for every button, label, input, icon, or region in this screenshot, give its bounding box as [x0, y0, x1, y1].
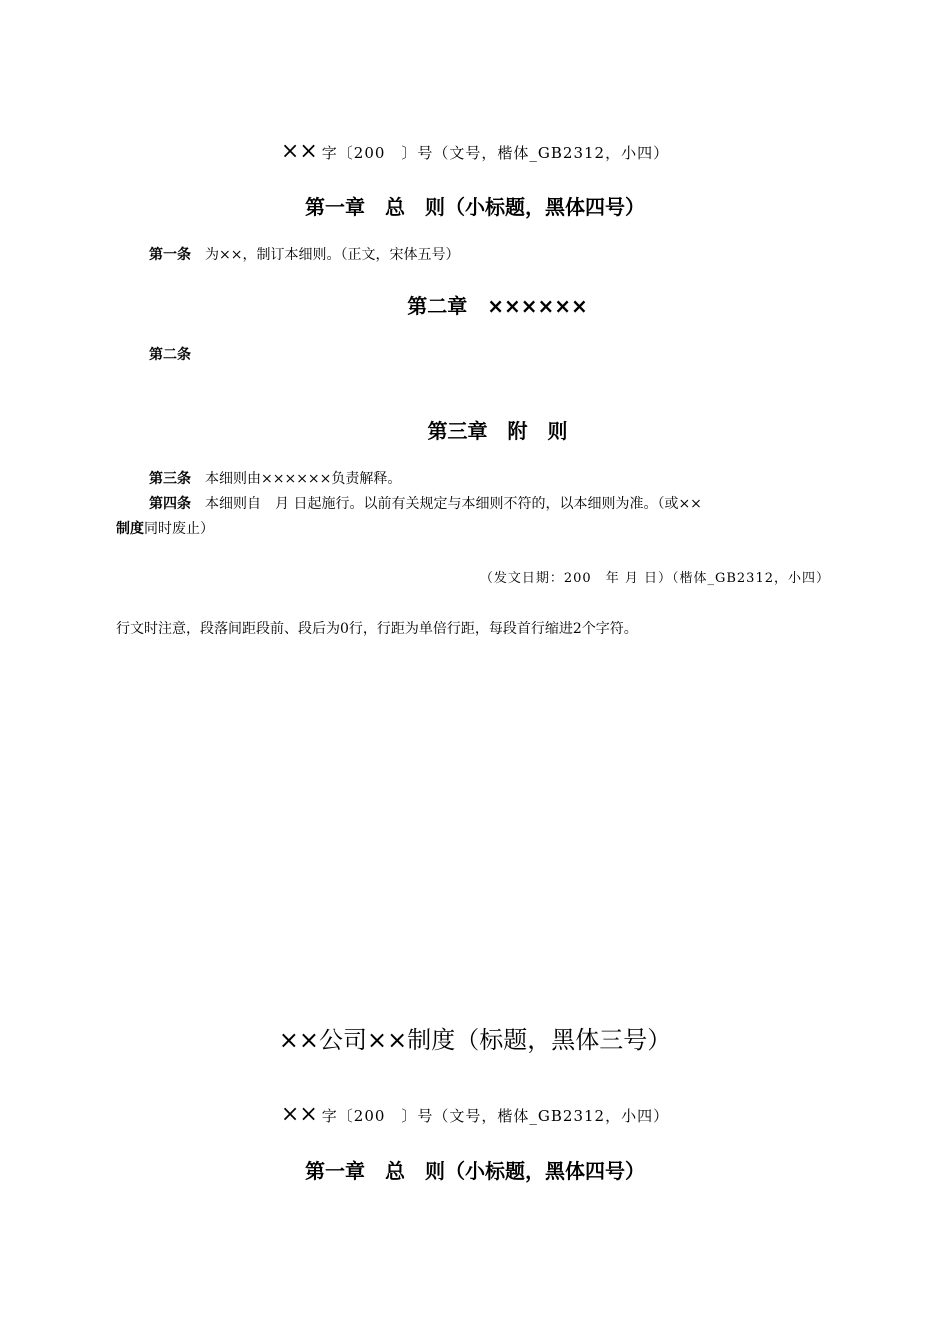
article-text: 为××，制订本细则。（正文，宋体五号） [205, 247, 460, 263]
doc-number-2 [0, 1104, 950, 1126]
doc-number-text: 字〔200 〕号（文号，楷体_GB2312，小四） [321, 144, 670, 162]
chapter-heading-2: 第二章 ×××××× [407, 294, 588, 318]
article-label: 第三条 [149, 471, 191, 487]
article-text: 同时废止） [144, 521, 214, 537]
article-2 [149, 348, 205, 362]
document-title: ××公司××制度（标题，黑体三号） [278, 1026, 672, 1054]
doc-number [0, 141, 950, 163]
chapter-heading-3: 第三章 附 则 [427, 419, 568, 443]
issue-date: （发文日期：200 年 月 日）（楷体_GB2312，小四） [479, 571, 830, 586]
article-label: 第二条 [149, 347, 191, 363]
doc-number-prefix: ×× [280, 139, 318, 164]
article-label: 第一条 [149, 247, 191, 263]
chapter-heading-1-page2: 第一章 总 则（小标题，黑体四号） [305, 1159, 645, 1183]
article-3 [149, 472, 401, 486]
doc-number-prefix: ×× [280, 1102, 318, 1127]
chapter-heading-1: 第一章 总 则（小标题，黑体四号） [305, 195, 645, 219]
article-text-bold: 制度 [116, 521, 144, 537]
article-text: 本细则自 月 日起施行。以前有关规定与本细则不符的，以本细则为准。（或×× [205, 496, 702, 512]
article-text: 本细则由××××××负责解释。 [205, 471, 402, 487]
article-4-continuation [116, 522, 214, 536]
article-1 [149, 248, 459, 262]
doc-number-text: 字〔200 〕号（文号，楷体_GB2312，小四） [321, 1107, 670, 1125]
article-4 [149, 497, 702, 511]
formatting-note: 行文时注意，段落间距段前、段后为0行，行距为单倍行距，每段首行缩进2个字符。 [116, 621, 638, 637]
article-label: 第四条 [149, 496, 191, 512]
